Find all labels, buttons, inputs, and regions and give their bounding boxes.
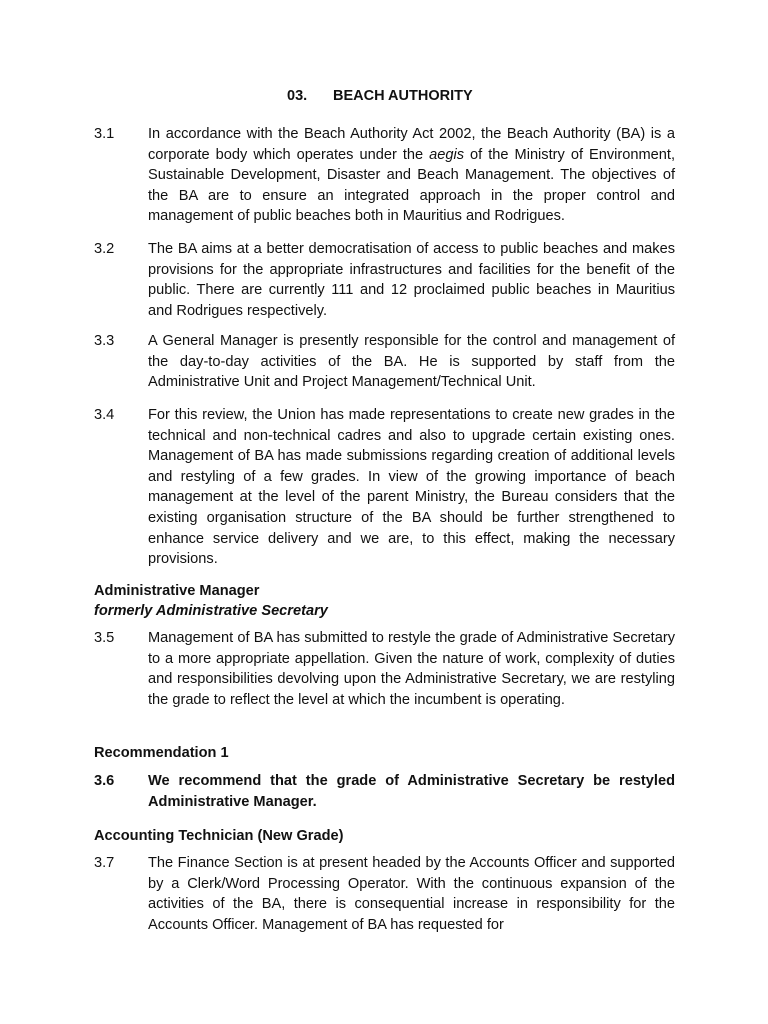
paragraph-number: 3.4 [94, 407, 115, 423]
subheading-formerly: formerly Administrative Secretary [94, 603, 328, 619]
paragraph-3-6 [94, 771, 675, 812]
paragraph-3-3 [94, 331, 675, 393]
paragraph-3-5 [94, 628, 675, 710]
paragraph-body: We recommend that the grade of Administrative Secretary be restyled Administrative Manager. [148, 773, 675, 810]
paragraph-number: 3.3 [94, 333, 115, 349]
paragraph-body: A General Manager is presently responsible for the control and management of the day-to-day activities of the BA. He is supported by staff from the Administrative Unit and Project Management/Technical Unit. [148, 333, 675, 391]
paragraph-body: The BA aims at a better democratisation of access to public beaches and makes provisions for the appropriate infrastructures and facilities for the benefit of the public. There are currently 111 and 12 proclaimed public beaches in Mauritius and Rodrigues respectively. [148, 241, 675, 319]
paragraph-3-1 [94, 124, 675, 227]
paragraph-number: 3.1 [94, 126, 115, 142]
paragraph-body: For this review, the Union has made representations to create new grades in the technical and non-technical cadres and also to upgrade certain existing ones. Management of BA has made submissions regarding creation of additional levels and restyling of a few grades. In view of the growing importance of beach management at the level of the parent Ministry, the Bureau considers that the existing organisation structure of the BA should be further strengthened to enhance service delivery and we are, to this effect, making the necessary provisions. [148, 407, 675, 568]
paragraph-3-2 [94, 239, 675, 321]
paragraph-number: 3.6 [94, 773, 115, 789]
subheading-administrative-manager: Administrative Manager [94, 583, 260, 599]
subheading-recommendation-1: Recommendation 1 [94, 745, 229, 761]
paragraph-3-7 [94, 853, 675, 935]
paragraph-number: 3.7 [94, 855, 115, 871]
paragraph-body: In accordance with the Beach Authority Act 2002, the Beach Authority (BA) is a corporate body which operates under the aegis of the Ministry of Environment, Sustainable Development, Disaster and Beach Management. The objectives of the BA are to ensure an integrated approach in the proper control and management of public beaches both in Mauritius and Rodrigues. [148, 126, 676, 225]
subheading-accounting-technician: Accounting Technician (New Grade) [94, 828, 344, 844]
section-title [287, 87, 473, 105]
italic-term: aegis [429, 146, 465, 163]
paragraph-3-4 [94, 405, 675, 570]
section-number: 03. [287, 88, 308, 104]
paragraph-number: 3.2 [94, 241, 115, 257]
section-heading: BEACH AUTHORITY [333, 88, 473, 104]
paragraph-body: The Finance Section is at present headed by the Accounts Officer and supported by a Clerk/Word Processing Operator. With the continuous expansion of the activities of the BA, there is consequential increase in responsibility for the Accounts Officer. Management of BA has requested for [148, 855, 675, 933]
paragraph-body: Management of BA has submitted to restyle the grade of Administrative Secretary to a more appropriate appellation. Given the nature of work, complexity of duties and responsibilities devolving upon the Administrative Secretary, we are restyling the grade to reflect the level at which the incumbent is operating. [148, 630, 675, 708]
paragraph-number: 3.5 [94, 630, 115, 646]
